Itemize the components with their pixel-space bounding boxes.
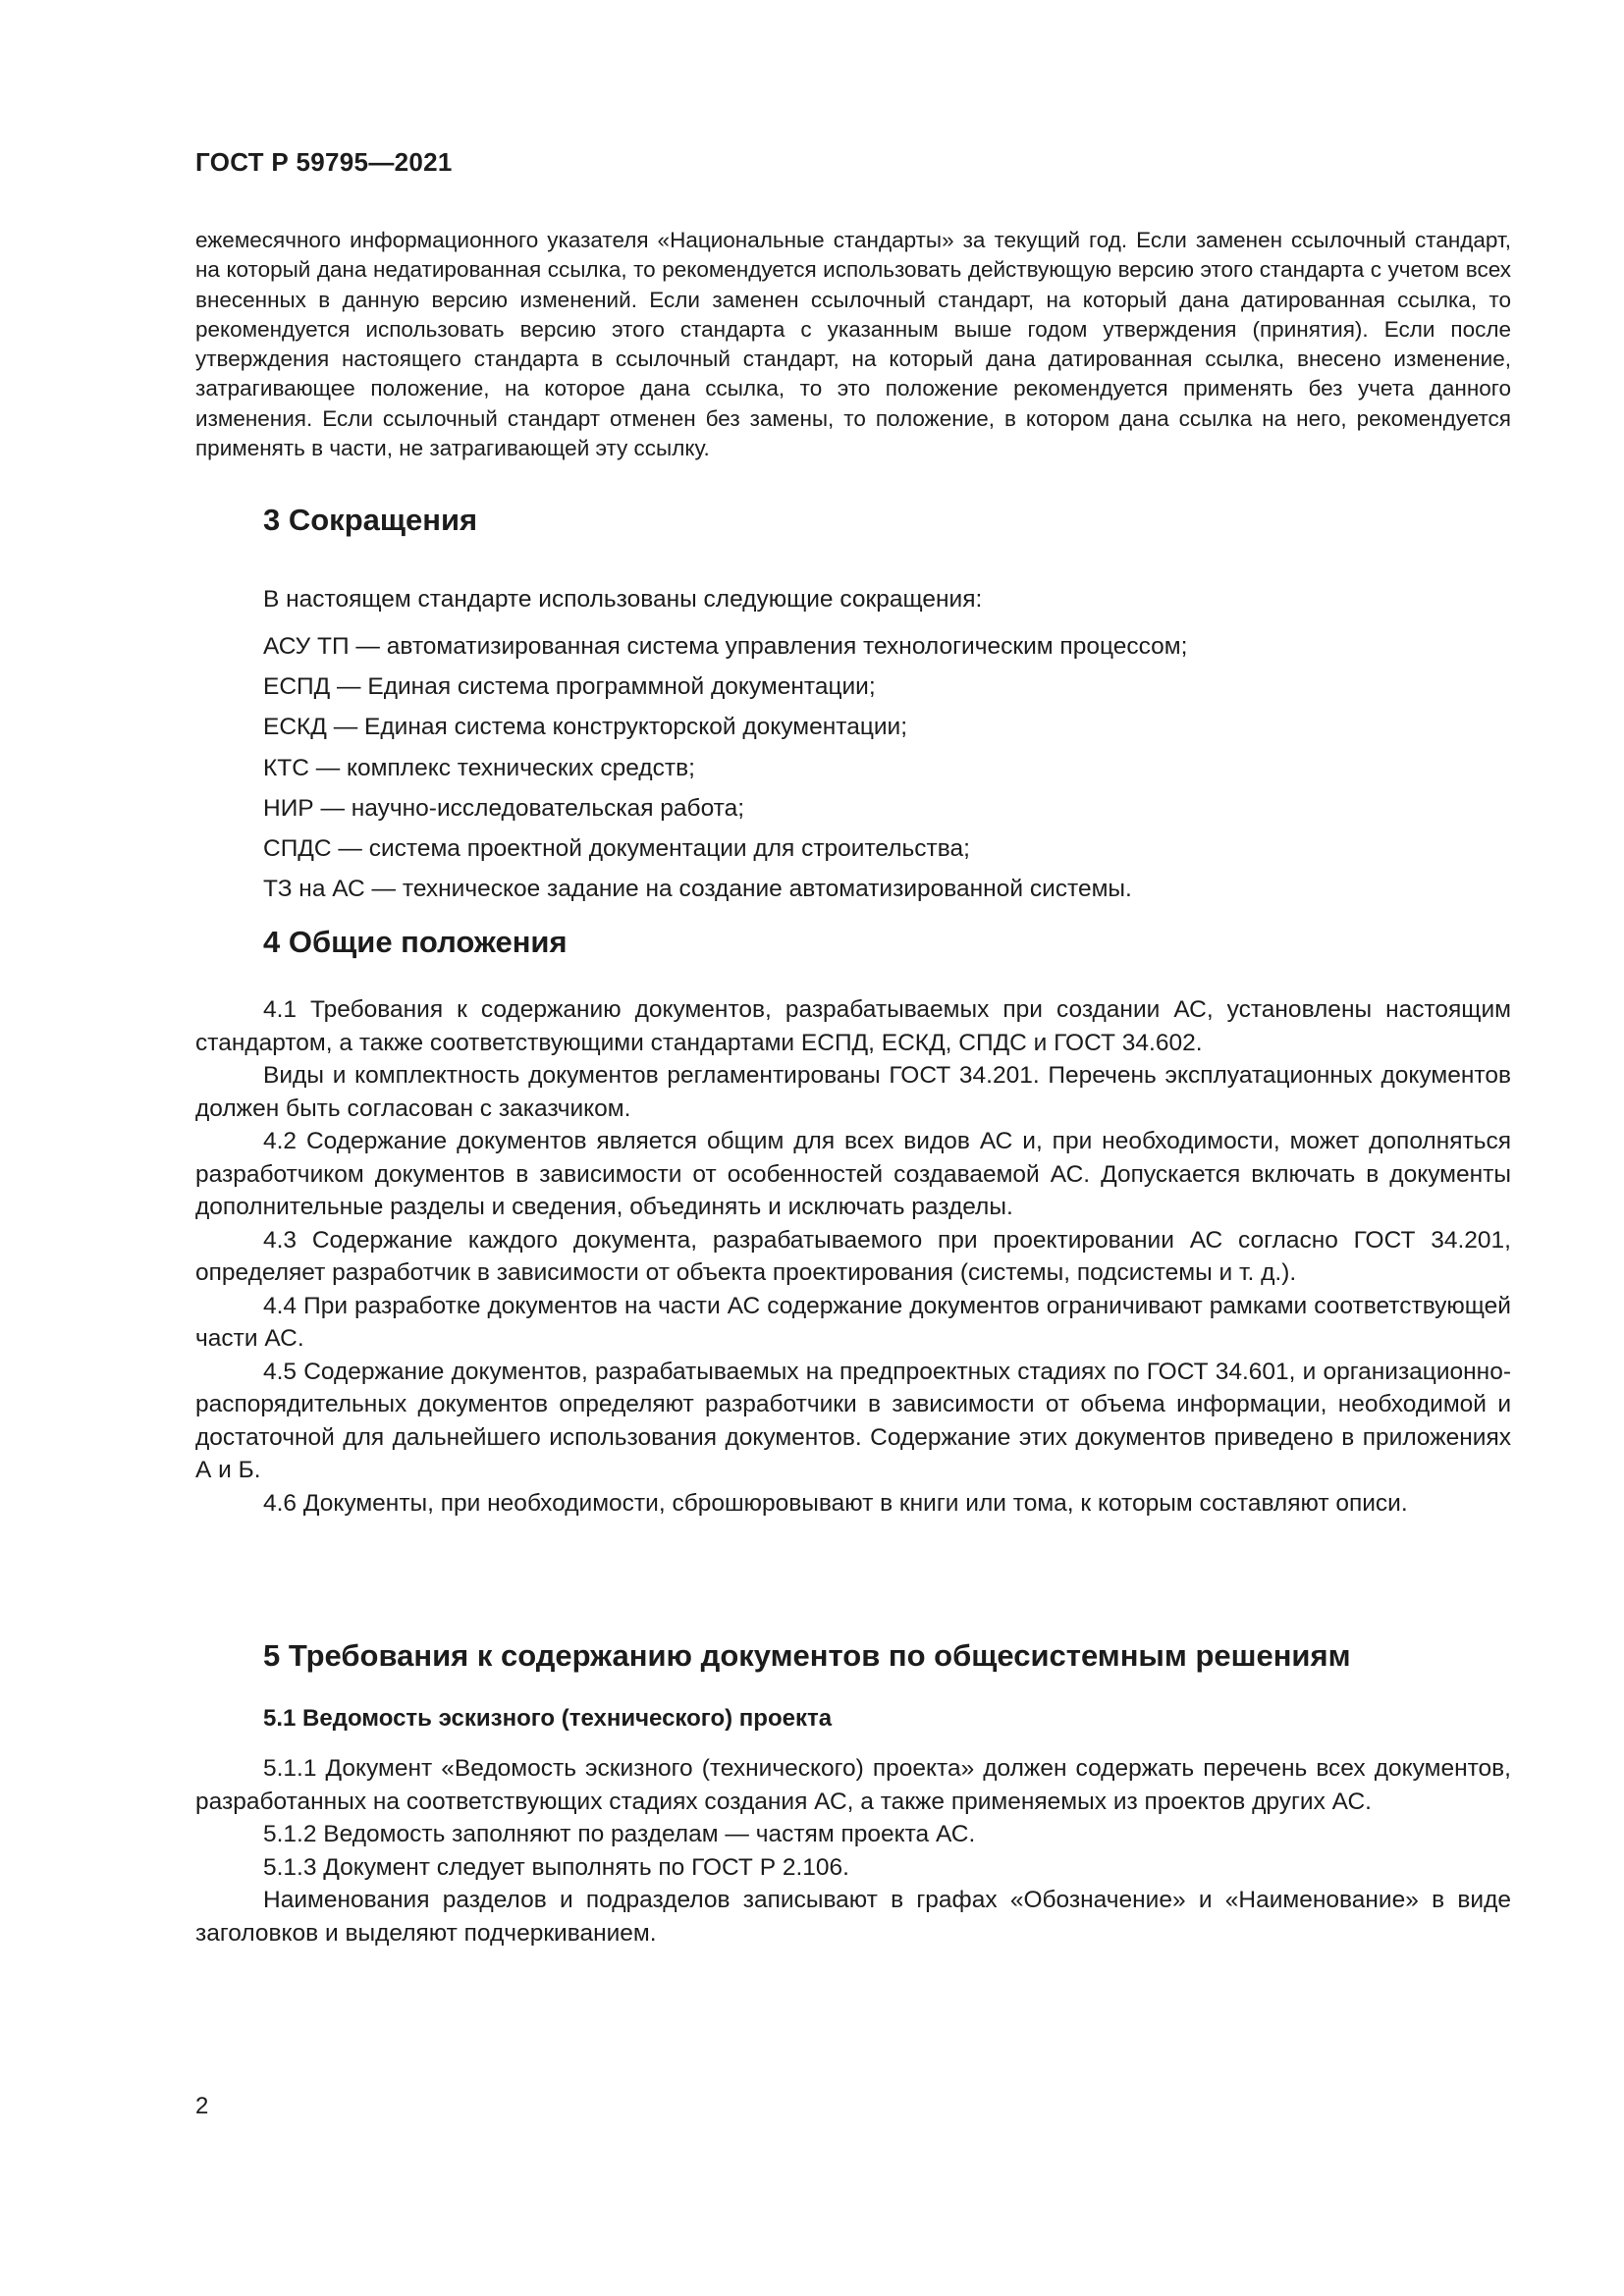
subsection-5-1-heading: 5.1 Ведомость эскизного (технического) проекта [263, 1705, 833, 1732]
section-4-paragraph: Виды и комплектность документов регламентированы ГОСТ 34.201. Перечень эксплуатационных документов должен быть согласован с заказчиком. [195, 1062, 1511, 1122]
section-5-paragraph: 5.1.1 Документ «Ведомость эскизного (технического) проекта» должен содержать перечень всех документов, разработанных на соответствующих стадиях создания АС, а также применяемых из проектов других АС. [195, 1755, 1511, 1815]
section-4-paragraph: 4.5 Содержание документов, разрабатываемых на предпроектных стадиях по ГОСТ 34.601, и организационно-распорядительных документов определяют разработчики в зависимости от объема информации, необходимой и достаточной для дальнейшего использования документов. Содержание этих документов приведено в приложениях А и Б. [195, 1358, 1511, 1483]
page-number: 2 [195, 2093, 209, 2119]
abbreviation-item: ЕСПД — Единая система программной документации; [263, 673, 876, 701]
intro-paragraph [195, 226, 1511, 463]
document-header: ГОСТ Р 59795—2021 [195, 147, 453, 177]
section-5-paragraph: Наименования разделов и подразделов записывают в графах «Обозначение» и «Наименование» в виде заголовков и выделяют подчеркиванием. [195, 1887, 1511, 1947]
section-5-paragraph: 5.1.2 Ведомость заполняют по разделам — частям проекта АС. [263, 1821, 976, 1847]
abbreviation-item: ЕСКД — Единая система конструкторской документации; [263, 714, 908, 741]
section-4-paragraph: 4.3 Содержание каждого документа, разрабатываемого при проектировании АС согласно ГОСТ 34.201, определяет разработчик в зависимости от объекта проектирования (системы, подсистемы и т. д.). [195, 1226, 1511, 1286]
intro-text: ежемесячного информационного указателя «Национальные стандарты» за текущий год. Если заменен ссылочный стандарт, на который дана недатированная ссылка, то рекомендуется использовать действующую версию этого стандарта с учетом всех внесенных в данную версию изменений. Если заменен ссылочный стандарт, на который дана датированная ссылка, то рекомендуется использовать версию этого стандарта с указанным выше годом утверждения (принятия). Если после утверждения настоящего стандарта в ссылочный стандарт, на который дана датированная ссылка, внесено изменение, затрагивающее положение, на которое дана ссылка, то это положение рекомендуется применять без учета данного изменения. Если ссылочный стандарт отменен без замены, то положение, в котором дана ссылка на него, рекомендуется применять в части, не затрагивающей эту ссылку. [195, 228, 1511, 461]
section-5-heading: 5 Требования к содержанию документов по общесистемным решениям [263, 1638, 1351, 1673]
section-4-paragraph: 4.1 Требования к содержанию документов, разрабатываемых при создании АС, установлены настоящим стандартом, а также соответствующими стандартами ЕСПД, ЕСКД, СПДС и ГОСТ 34.602. [195, 996, 1511, 1056]
section-3-heading: 3 Сокращения [263, 503, 478, 537]
abbreviation-item: КТС — комплекс технических средств; [263, 754, 695, 781]
abbreviation-item: НИР — научно-исследовательская работа; [263, 794, 745, 822]
section-4-paragraph: 4.6 Документы, при необходимости, сброшюровывают в книги или тома, к которым составляют описи. [263, 1489, 1408, 1517]
abbreviation-item: СПДС — система проектной документации для строительства; [263, 834, 970, 862]
section-5-body [195, 1752, 1511, 1949]
section-4-heading: 4 Общие положения [263, 925, 568, 959]
section-4-paragraph: 4.2 Содержание документов является общим для всех видов АС и, при необходимости, может дополняться разработчиком документов в зависимости от особенностей создаваемой АС. Допускается включать в документы дополнительные разделы и сведения, объединять и исключать разделы. [195, 1128, 1511, 1220]
section-4-body [195, 993, 1511, 1520]
abbreviation-item: ТЗ на АС — техническое задание на создание автоматизированной системы. [263, 876, 1132, 903]
section-4-paragraph: 4.4 При разработке документов на части АС содержание документов ограничивают рамками соответствующей части АС. [195, 1292, 1511, 1352]
section-5-paragraph: 5.1.3 Документ следует выполнять по ГОСТ Р 2.106. [263, 1853, 849, 1881]
abbreviations-intro: В настоящем стандарте использованы следующие сокращения: [263, 586, 983, 613]
abbreviation-item: АСУ ТП — автоматизированная система управления технологическим процессом; [263, 633, 1188, 660]
abbreviations-list [263, 626, 1187, 909]
